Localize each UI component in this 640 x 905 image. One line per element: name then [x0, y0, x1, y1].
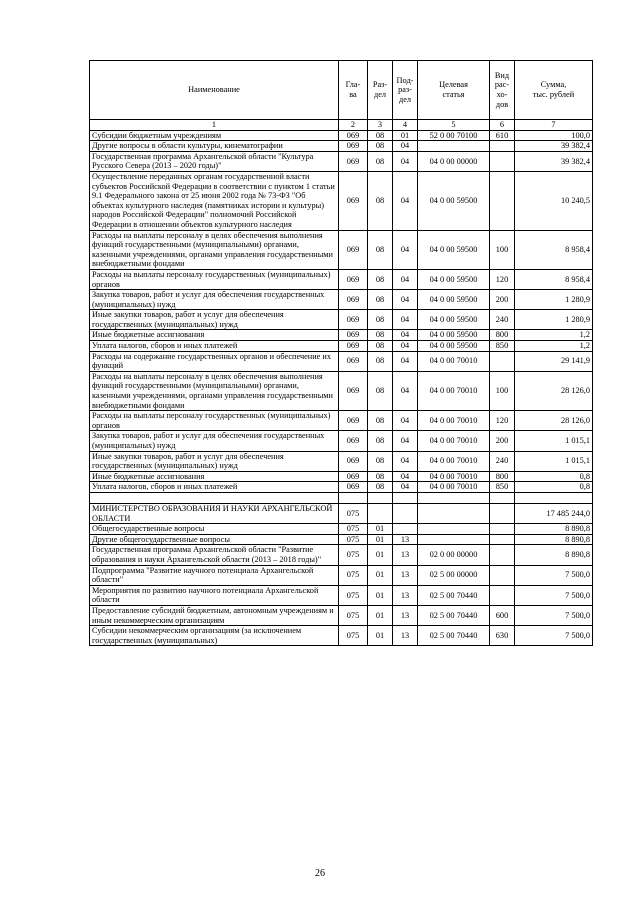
cell-glava: 075 — [339, 565, 368, 585]
cell-podrazdel: 13 — [393, 565, 418, 585]
cell-summa: 7 500,0 — [515, 565, 593, 585]
cell-glava: 069 — [339, 471, 368, 482]
cell-summa: 39 382,4 — [515, 151, 593, 171]
cell-razdel: 01 — [368, 534, 393, 545]
cell-summa: 7 500,0 — [515, 585, 593, 605]
cell-summa: 0,8 — [515, 482, 593, 493]
cell-glava: 069 — [339, 351, 368, 371]
cell-podrazdel: 04 — [393, 411, 418, 431]
cell-summa: 100,0 — [515, 130, 593, 141]
table-row — [90, 503, 593, 523]
cell-podrazdel: 04 — [393, 269, 418, 289]
header-razdel: Раз- дел — [368, 61, 393, 120]
cell-statya — [418, 524, 490, 535]
cell-name: Иные бюджетные ассигнования — [90, 471, 339, 482]
cell-summa: 28 126,0 — [515, 371, 593, 410]
column-number: 5 — [418, 120, 490, 131]
cell-statya: 04 0 00 00000 — [418, 151, 490, 171]
cell-glava — [339, 492, 368, 503]
cell-podrazdel: 13 — [393, 585, 418, 605]
cell-name: Подпрограмма "Развитие научного потенциала Архангельской области" — [90, 565, 339, 585]
cell-glava: 069 — [339, 451, 368, 471]
cell-podrazdel: 01 — [393, 130, 418, 141]
budget-table — [89, 60, 593, 646]
cell-glava: 069 — [339, 171, 368, 230]
cell-podrazdel: 04 — [393, 471, 418, 482]
cell-podrazdel: 13 — [393, 545, 418, 565]
cell-summa: 1 280,9 — [515, 310, 593, 330]
cell-podrazdel — [393, 503, 418, 523]
cell-summa: 1 015,1 — [515, 451, 593, 471]
table-row — [90, 524, 593, 535]
cell-razdel: 08 — [368, 482, 393, 493]
cell-razdel: 01 — [368, 524, 393, 535]
cell-glava: 075 — [339, 626, 368, 646]
cell-name — [90, 492, 339, 503]
cell-statya: 04 0 00 70010 — [418, 411, 490, 431]
cell-vid: 240 — [490, 451, 515, 471]
cell-razdel: 08 — [368, 431, 393, 451]
cell-razdel: 08 — [368, 351, 393, 371]
table-row — [90, 330, 593, 341]
cell-summa: 8 890,8 — [515, 545, 593, 565]
cell-vid: 630 — [490, 626, 515, 646]
cell-vid: 240 — [490, 310, 515, 330]
cell-vid: 600 — [490, 605, 515, 625]
cell-statya: 04 0 00 70010 — [418, 431, 490, 451]
cell-statya: 04 0 00 70010 — [418, 482, 490, 493]
cell-name: Государственная программа Архангельской области "Культура Русского Севера (2013 – 2020 годы)" — [90, 151, 339, 171]
table-row — [90, 141, 593, 152]
cell-statya: 04 0 00 59500 — [418, 310, 490, 330]
cell-vid — [490, 151, 515, 171]
cell-summa: 29 141,9 — [515, 351, 593, 371]
cell-name: Предоставление субсидий бюджетным, автономным учреждениям и иным некоммерческим организациям — [90, 605, 339, 625]
table-row — [90, 534, 593, 545]
cell-podrazdel — [393, 492, 418, 503]
cell-name: Другие общегосударственные вопросы — [90, 534, 339, 545]
table-row — [90, 605, 593, 625]
header-vid: Вид рас- хо- дов — [490, 61, 515, 120]
cell-glava: 069 — [339, 290, 368, 310]
cell-razdel: 08 — [368, 230, 393, 269]
cell-statya: 04 0 00 70010 — [418, 371, 490, 410]
table-row — [90, 351, 593, 371]
cell-vid — [490, 141, 515, 152]
cell-summa: 0,8 — [515, 471, 593, 482]
cell-glava: 069 — [339, 411, 368, 431]
cell-name: Расходы на выплаты персоналу в целях обеспечения выполнения функций государственными (муниципальными) органами, казенными учреждениями, органами управления государственными внебюджетными фондами — [90, 230, 339, 269]
cell-glava: 069 — [339, 141, 368, 152]
cell-name: Государственная программа Архангельской области "Развитие образования и науки Архангельской области (2013 – 2018 годы)" — [90, 545, 339, 565]
cell-summa — [515, 492, 593, 503]
cell-vid: 200 — [490, 431, 515, 451]
cell-vid: 120 — [490, 411, 515, 431]
cell-statya: 52 0 00 70100 — [418, 130, 490, 141]
page-number: 26 — [315, 868, 325, 879]
cell-summa: 8 890,8 — [515, 524, 593, 535]
table-row — [90, 371, 593, 410]
cell-name: Другие вопросы в области культуры, кинематографии — [90, 141, 339, 152]
table-row — [90, 471, 593, 482]
cell-podrazdel: 04 — [393, 310, 418, 330]
cell-glava: 069 — [339, 330, 368, 341]
cell-razdel: 08 — [368, 130, 393, 141]
cell-statya: 04 0 00 70010 — [418, 451, 490, 471]
table-row — [90, 565, 593, 585]
header-glava: Гла- ва — [339, 61, 368, 120]
table-row — [90, 482, 593, 493]
cell-vid: 200 — [490, 290, 515, 310]
cell-podrazdel: 04 — [393, 171, 418, 230]
cell-razdel: 08 — [368, 269, 393, 289]
cell-razdel: 01 — [368, 565, 393, 585]
cell-razdel: 08 — [368, 171, 393, 230]
table-row — [90, 269, 593, 289]
cell-podrazdel: 04 — [393, 351, 418, 371]
cell-podrazdel: 04 — [393, 482, 418, 493]
cell-glava: 075 — [339, 585, 368, 605]
cell-glava: 075 — [339, 503, 368, 523]
cell-glava: 069 — [339, 341, 368, 352]
cell-summa: 28 126,0 — [515, 411, 593, 431]
cell-podrazdel: 04 — [393, 141, 418, 152]
cell-razdel: 08 — [368, 290, 393, 310]
cell-name: Осуществление переданных органам государственной власти субъектов Российской Федерации в соответствии с пунктом 1 статьи 9.1 Федерального закона от 25 июня 2002 года № 73-ФЗ "Об объектах культурного наследия (памятниках истории и культуры) народов Российской Федерации" полномочий Российской Федерации в отношении объектов культурного наследия — [90, 171, 339, 230]
cell-name: Закупка товаров, работ и услуг для обеспечения государственных (муниципальных) нужд — [90, 431, 339, 451]
cell-name: Расходы на выплаты персоналу в целях обеспечения выполнения функций государственными (муниципальными) органами, казенными учреждениями, органами управления государственными внебюджетными фондами — [90, 371, 339, 410]
column-number: 1 — [90, 120, 339, 131]
cell-summa: 7 500,0 — [515, 605, 593, 625]
cell-summa: 8 958,4 — [515, 269, 593, 289]
table-row — [90, 230, 593, 269]
cell-vid: 800 — [490, 330, 515, 341]
cell-statya: 02 5 00 70440 — [418, 605, 490, 625]
header-name: Наименование — [90, 61, 339, 120]
column-number-row — [90, 120, 593, 131]
cell-glava: 075 — [339, 534, 368, 545]
cell-vid — [490, 565, 515, 585]
cell-vid — [490, 545, 515, 565]
cell-podrazdel: 04 — [393, 330, 418, 341]
cell-vid: 850 — [490, 341, 515, 352]
cell-statya: 04 0 00 59500 — [418, 290, 490, 310]
cell-name: Уплата налогов, сборов и иных платежей — [90, 482, 339, 493]
cell-razdel: 01 — [368, 545, 393, 565]
cell-razdel: 08 — [368, 141, 393, 152]
cell-summa: 17 485 244,0 — [515, 503, 593, 523]
table-row — [90, 626, 593, 646]
cell-statya — [418, 141, 490, 152]
cell-razdel — [368, 492, 393, 503]
column-number: 7 — [515, 120, 593, 131]
cell-razdel: 08 — [368, 411, 393, 431]
cell-vid — [490, 503, 515, 523]
cell-name: Общегосударственные вопросы — [90, 524, 339, 535]
cell-glava: 069 — [339, 371, 368, 410]
cell-name: Иные бюджетные ассигнования — [90, 330, 339, 341]
table-row — [90, 492, 593, 503]
cell-glava: 069 — [339, 230, 368, 269]
table-row — [90, 431, 593, 451]
cell-statya: 04 0 00 59500 — [418, 330, 490, 341]
cell-vid — [490, 524, 515, 535]
cell-name: Субсидии некоммерческим организациям (за исключением государственных (муниципальных) — [90, 626, 339, 646]
cell-name: Закупка товаров, работ и услуг для обеспечения государственных (муниципальных) нужд — [90, 290, 339, 310]
cell-razdel: 01 — [368, 585, 393, 605]
cell-summa: 39 382,4 — [515, 141, 593, 152]
cell-statya: 02 5 00 00000 — [418, 565, 490, 585]
cell-summa: 10 240,5 — [515, 171, 593, 230]
cell-vid: 610 — [490, 130, 515, 141]
cell-podrazdel: 04 — [393, 230, 418, 269]
cell-razdel: 08 — [368, 451, 393, 471]
cell-glava: 075 — [339, 524, 368, 535]
column-number: 2 — [339, 120, 368, 131]
cell-statya: 04 0 00 70010 — [418, 471, 490, 482]
table-row — [90, 545, 593, 565]
cell-vid: 100 — [490, 230, 515, 269]
table-row — [90, 151, 593, 171]
cell-statya: 04 0 00 59500 — [418, 230, 490, 269]
cell-name: Иные закупки товаров, работ и услуг для обеспечения государственных (муниципальных) нужд — [90, 310, 339, 330]
cell-razdel: 08 — [368, 151, 393, 171]
header-statya: Целевая статья — [418, 61, 490, 120]
cell-vid: 120 — [490, 269, 515, 289]
cell-vid: 800 — [490, 471, 515, 482]
cell-statya: 02 5 00 70440 — [418, 626, 490, 646]
cell-glava: 075 — [339, 605, 368, 625]
cell-razdel: 08 — [368, 330, 393, 341]
table-row — [90, 171, 593, 230]
cell-statya — [418, 503, 490, 523]
cell-podrazdel: 04 — [393, 431, 418, 451]
cell-podrazdel: 04 — [393, 290, 418, 310]
cell-glava: 069 — [339, 310, 368, 330]
cell-vid — [490, 585, 515, 605]
cell-statya: 02 5 00 70440 — [418, 585, 490, 605]
cell-podrazdel: 04 — [393, 151, 418, 171]
cell-podrazdel: 13 — [393, 605, 418, 625]
cell-vid: 850 — [490, 482, 515, 493]
table-row — [90, 585, 593, 605]
cell-statya — [418, 492, 490, 503]
cell-name: МИНИСТЕРСТВО ОБРАЗОВАНИЯ И НАУКИ АРХАНГЕЛЬСКОЙ ОБЛАСТИ — [90, 503, 339, 523]
cell-summa: 1 015,1 — [515, 431, 593, 451]
cell-summa: 8 890,8 — [515, 534, 593, 545]
cell-name: Уплата налогов, сборов и иных платежей — [90, 341, 339, 352]
header-podrazdel: Под- раз- дел — [393, 61, 418, 120]
cell-statya — [418, 534, 490, 545]
cell-razdel: 08 — [368, 341, 393, 352]
cell-statya: 02 0 00 00000 — [418, 545, 490, 565]
table-row — [90, 411, 593, 431]
table-row — [90, 310, 593, 330]
cell-podrazdel — [393, 524, 418, 535]
cell-vid — [490, 534, 515, 545]
cell-razdel: 01 — [368, 626, 393, 646]
cell-razdel: 01 — [368, 605, 393, 625]
cell-name: Мероприятия по развитию научного потенциала Архангельской области — [90, 585, 339, 605]
cell-summa: 1,2 — [515, 341, 593, 352]
column-number: 3 — [368, 120, 393, 131]
cell-podrazdel: 13 — [393, 626, 418, 646]
cell-glava: 069 — [339, 482, 368, 493]
cell-name: Расходы на выплаты персоналу государственных (муниципальных) органов — [90, 269, 339, 289]
header-row — [90, 61, 593, 120]
table-row — [90, 130, 593, 141]
table-body — [90, 130, 593, 646]
cell-vid — [490, 351, 515, 371]
cell-name: Расходы на выплаты персоналу государственных (муниципальных) органов — [90, 411, 339, 431]
cell-summa: 7 500,0 — [515, 626, 593, 646]
cell-podrazdel: 04 — [393, 371, 418, 410]
cell-razdel: 08 — [368, 310, 393, 330]
cell-statya: 04 0 00 70010 — [418, 351, 490, 371]
table-row — [90, 451, 593, 471]
cell-name: Субсидии бюджетным учреждениям — [90, 130, 339, 141]
cell-statya: 04 0 00 59500 — [418, 341, 490, 352]
column-number: 4 — [393, 120, 418, 131]
cell-statya: 04 0 00 59500 — [418, 269, 490, 289]
cell-name: Иные закупки товаров, работ и услуг для обеспечения государственных (муниципальных) нужд — [90, 451, 339, 471]
cell-glava: 069 — [339, 151, 368, 171]
cell-statya: 04 0 00 59500 — [418, 171, 490, 230]
cell-name: Расходы на содержание государственных органов и обеспечение их функций — [90, 351, 339, 371]
cell-razdel — [368, 503, 393, 523]
table-row — [90, 290, 593, 310]
cell-razdel: 08 — [368, 471, 393, 482]
cell-glava: 069 — [339, 269, 368, 289]
cell-glava: 069 — [339, 130, 368, 141]
cell-summa: 8 958,4 — [515, 230, 593, 269]
cell-glava: 075 — [339, 545, 368, 565]
header-summa: Сумма, тыс. рублей — [515, 61, 593, 120]
cell-podrazdel: 13 — [393, 534, 418, 545]
cell-summa: 1,2 — [515, 330, 593, 341]
column-number: 6 — [490, 120, 515, 131]
cell-glava: 069 — [339, 431, 368, 451]
table-row — [90, 341, 593, 352]
cell-podrazdel: 04 — [393, 451, 418, 471]
cell-vid — [490, 492, 515, 503]
cell-summa: 1 280,9 — [515, 290, 593, 310]
cell-vid — [490, 171, 515, 230]
cell-podrazdel: 04 — [393, 341, 418, 352]
cell-vid: 100 — [490, 371, 515, 410]
cell-razdel: 08 — [368, 371, 393, 410]
